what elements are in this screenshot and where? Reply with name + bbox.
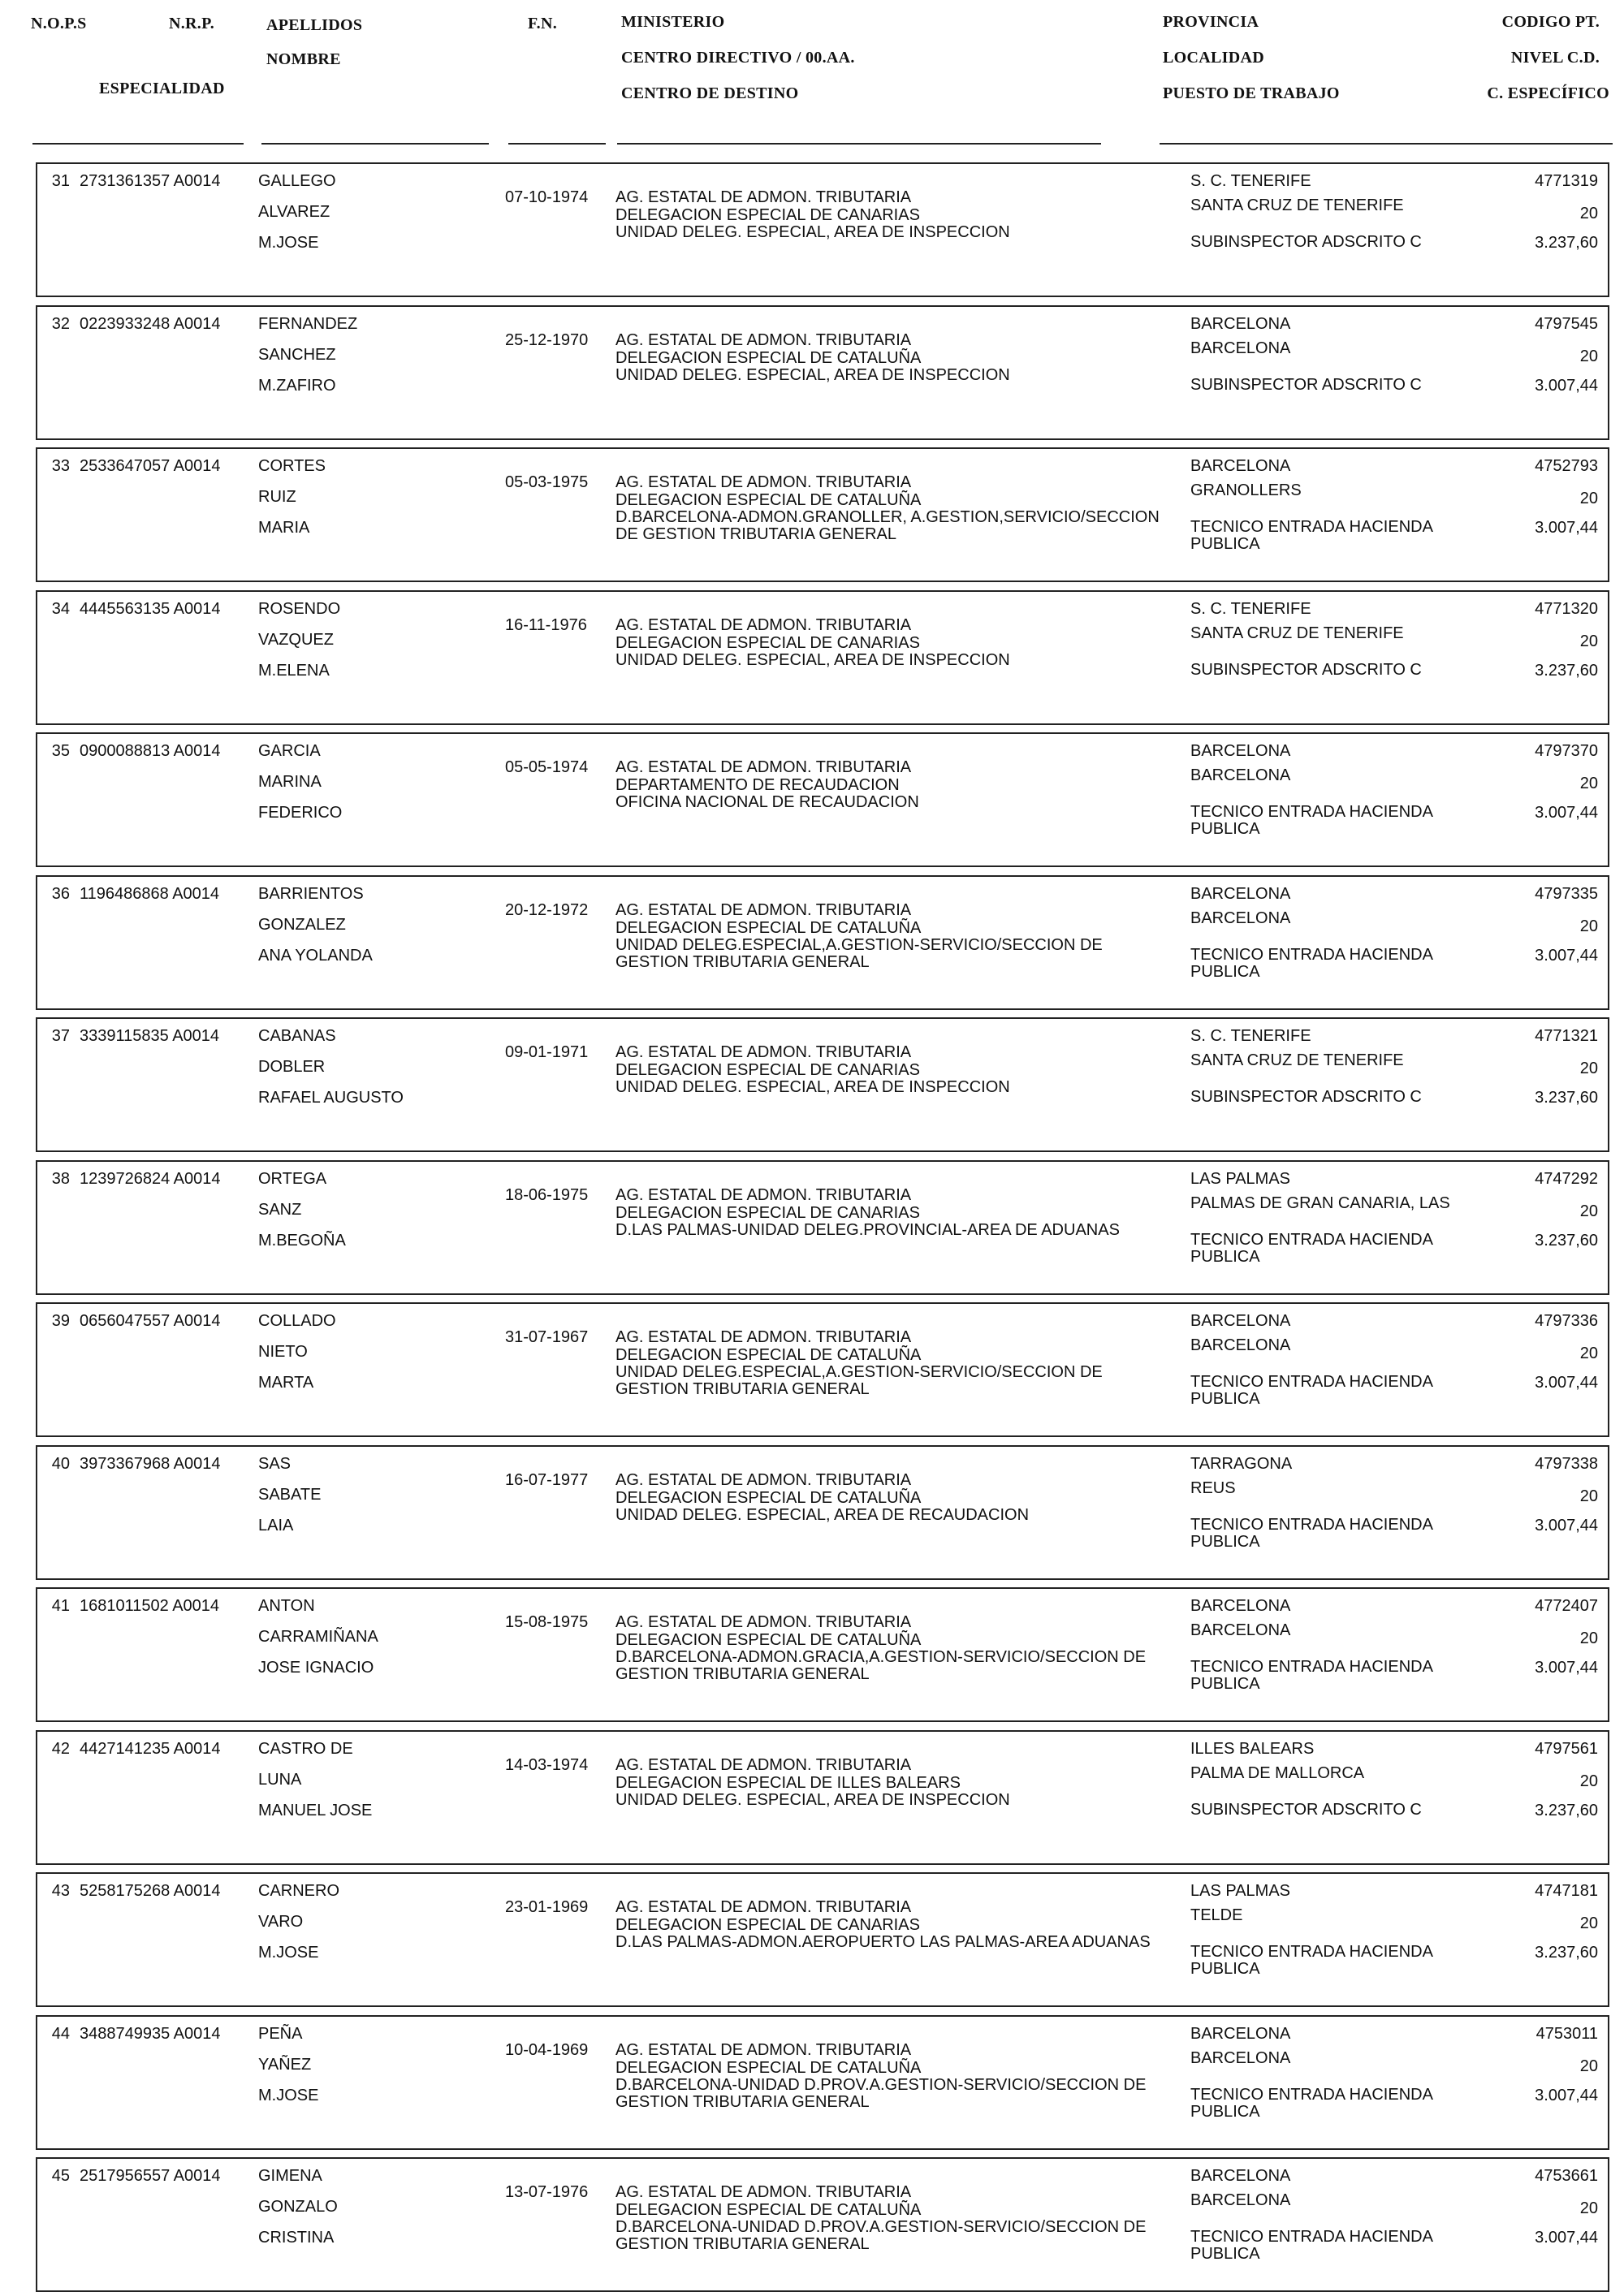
record-codigo: 4797336	[1535, 1312, 1598, 1330]
record-nivel: 20	[1579, 1629, 1598, 1647]
record-especifico: 3.007,44	[1535, 1374, 1598, 1392]
record-centro-destino: D.BARCELONA-UNIDAD D.PROV.A.GESTION-SERVICIO/SECCION DE GESTION TRIBUTARIA GENERAL	[615, 2075, 1147, 2111]
record-localidad: PALMAS DE GRAN CANARIA, LAS	[1190, 1193, 1450, 1212]
record-puesto: TECNICO ENTRADA HACIENDA PUBLICA	[1190, 2085, 1432, 2121]
record-apellido1: CASTRO DE	[258, 1739, 353, 1758]
record-provincia: TARRAGONA	[1190, 1454, 1293, 1473]
record-nops: 38	[51, 1169, 70, 1188]
record-codigo: 4772407	[1535, 1597, 1598, 1615]
record-row	[36, 1017, 1609, 1152]
record-centro-destino: UNIDAD DELEG. ESPECIAL, AREA DE INSPECCION	[615, 650, 1010, 669]
record-codigo: 4797561	[1535, 1739, 1598, 1758]
record-especifico: 3.007,44	[1535, 1659, 1598, 1677]
record-puesto: SUBINSPECTOR ADSCRITO C	[1190, 1800, 1422, 1819]
record-apellido1: FERNANDEZ	[258, 314, 358, 333]
header-provincia: PROVINCIA	[1163, 13, 1259, 31]
record-provincia: BARCELONA	[1190, 1312, 1291, 1330]
record-centro-directivo: DELEGACION ESPECIAL DE CATALUÑA	[615, 1346, 922, 1364]
record-nombre: MARIA	[258, 519, 310, 537]
record-row	[36, 1445, 1609, 1580]
record-apellido2: VAZQUEZ	[258, 630, 334, 649]
record-especifico: 3.007,44	[1535, 376, 1598, 395]
record-centro-destino: D.LAS PALMAS-ADMON.AEROPUERTO LAS PALMAS-AREA ADUANAS	[615, 1933, 1151, 1951]
record-apellido1: CABANAS	[258, 1027, 336, 1045]
record-centro-directivo: DEPARTAMENTO DE RECAUDACION	[615, 776, 900, 794]
record-row	[36, 305, 1609, 440]
record-nops: 37	[51, 1027, 70, 1045]
record-centro-destino: UNIDAD DELEG. ESPECIAL, AREA DE INSPECCION	[615, 1790, 1010, 1809]
record-nrp: 2517956557 A0014	[80, 2167, 221, 2185]
record-ministerio: AG. ESTATAL DE ADMON. TRIBUTARIA	[615, 900, 912, 919]
header-puesto: PUESTO DE TRABAJO	[1163, 84, 1340, 102]
record-nivel: 20	[1579, 490, 1598, 507]
record-fn: 25-12-1970	[505, 330, 589, 349]
record-centro-destino: D.BARCELONA-ADMON.GRANOLLER, A.GESTION,SERVICIO/SECCION DE GESTION TRIBUTARIA GENERAL	[615, 508, 1160, 543]
record-puesto: SUBINSPECTOR ADSCRITO C	[1190, 660, 1422, 679]
record-apellido2: VARO	[258, 1913, 304, 1931]
header-ministerio: MINISTERIO	[621, 13, 725, 31]
record-codigo: 4747181	[1535, 1882, 1598, 1900]
record-nivel: 20	[1579, 1487, 1598, 1505]
record-puesto: TECNICO ENTRADA HACIENDA PUBLICA	[1190, 1515, 1432, 1551]
record-ministerio: AG. ESTATAL DE ADMON. TRIBUTARIA	[615, 188, 912, 206]
record-puesto: TECNICO ENTRADA HACIENDA PUBLICA	[1190, 1230, 1432, 1266]
record-codigo: 4753661	[1535, 2167, 1598, 2185]
record-nombre: M.ZAFIRO	[258, 376, 336, 395]
record-apellido1: CARNERO	[258, 1882, 340, 1900]
record-nrp: 0900088813 A0014	[80, 742, 221, 760]
record-localidad: REUS	[1190, 1478, 1236, 1497]
record-centro-directivo: DELEGACION ESPECIAL DE CANARIAS	[615, 633, 920, 652]
record-nops: 40	[51, 1454, 70, 1473]
record-centro-destino: UNIDAD DELEG. ESPECIAL, AREA DE INSPECCION	[615, 365, 1010, 384]
record-puesto: TECNICO ENTRADA HACIENDA PUBLICA	[1190, 803, 1432, 838]
record-row	[36, 875, 1609, 1010]
record-apellido2: MARINA	[258, 773, 322, 791]
record-provincia: S. C. TENERIFE	[1190, 1027, 1311, 1045]
header-nivel: NIVEL C.D.	[1510, 49, 1600, 67]
record-nops: 41	[51, 1597, 70, 1615]
record-provincia: BARCELONA	[1190, 2024, 1291, 2043]
record-especifico: 3.007,44	[1535, 946, 1598, 965]
record-especifico: 3.237,60	[1535, 661, 1598, 680]
record-nops: 35	[51, 742, 70, 760]
record-nops: 32	[51, 314, 70, 333]
record-centro-directivo: DELEGACION ESPECIAL DE CATALUÑA	[615, 348, 922, 367]
record-especifico: 3.237,60	[1535, 1944, 1598, 1962]
record-codigo: 4797545	[1535, 314, 1598, 333]
record-puesto: TECNICO ENTRADA HACIENDA PUBLICA	[1190, 1658, 1432, 1693]
record-nops: 44	[51, 2024, 70, 2043]
record-nops: 43	[51, 1882, 70, 1900]
record-apellido1: ROSENDO	[258, 599, 341, 618]
record-especifico: 3.007,44	[1535, 804, 1598, 822]
record-apellido2: SANZ	[258, 1200, 302, 1219]
record-ministerio: AG. ESTATAL DE ADMON. TRIBUTARIA	[615, 2183, 912, 2201]
record-apellido1: ANTON	[258, 1597, 315, 1615]
record-ministerio: AG. ESTATAL DE ADMON. TRIBUTARIA	[615, 1613, 912, 1631]
record-localidad: BARCELONA	[1190, 1621, 1291, 1639]
record-row	[36, 1587, 1609, 1722]
record-row	[36, 590, 1609, 725]
record-codigo: 4771319	[1535, 172, 1598, 190]
record-especifico: 3.007,44	[1535, 519, 1598, 537]
record-row	[36, 1160, 1609, 1295]
record-centro-directivo: DELEGACION ESPECIAL DE CATALUÑA	[615, 491, 922, 509]
record-centro-directivo: DELEGACION ESPECIAL DE CATALUÑA	[615, 1631, 922, 1649]
record-nivel: 20	[1579, 917, 1598, 935]
record-apellido1: PEÑA	[258, 2024, 303, 2043]
record-nivel: 20	[1579, 2057, 1598, 2075]
record-centro-directivo: DELEGACION ESPECIAL DE CANARIAS	[615, 1203, 920, 1222]
record-centro-destino: UNIDAD DELEG. ESPECIAL, AREA DE RECAUDACION	[615, 1505, 1030, 1524]
record-centro-destino: OFICINA NACIONAL DE RECAUDACION	[615, 793, 919, 811]
record-centro-directivo: DELEGACION ESPECIAL DE CANARIAS	[615, 1061, 920, 1079]
record-localidad: BARCELONA	[1190, 339, 1291, 357]
record-nivel: 20	[1579, 1914, 1598, 1932]
record-provincia: BARCELONA	[1190, 884, 1291, 903]
record-fn: 05-03-1975	[505, 473, 589, 491]
record-apellido2: YAÑEZ	[258, 2055, 312, 2074]
record-row	[36, 2157, 1609, 2292]
record-ministerio: AG. ESTATAL DE ADMON. TRIBUTARIA	[615, 1470, 912, 1489]
record-nombre: RAFAEL AUGUSTO	[258, 1089, 404, 1107]
record-nrp: 2731361357 A0014	[80, 172, 221, 190]
record-centro-destino: UNIDAD DELEG. ESPECIAL, AREA DE INSPECCION	[615, 1078, 1010, 1096]
record-especifico: 3.007,44	[1535, 2086, 1598, 2104]
record-nivel: 20	[1579, 1772, 1598, 1790]
record-especifico: 3.237,60	[1535, 1231, 1598, 1250]
record-row	[36, 1872, 1609, 2007]
record-fn: 05-05-1974	[505, 758, 589, 776]
record-ministerio: AG. ESTATAL DE ADMON. TRIBUTARIA	[615, 1898, 912, 1916]
record-apellido2: NIETO	[258, 1343, 308, 1361]
record-nombre: M.BEGOÑA	[258, 1231, 346, 1250]
record-codigo: 4797370	[1535, 742, 1598, 760]
record-nombre: M.JOSE	[258, 234, 319, 252]
record-apellido1: GIMENA	[258, 2167, 322, 2185]
record-provincia: S. C. TENERIFE	[1190, 599, 1311, 618]
record-fn: 09-01-1971	[505, 1043, 589, 1061]
record-apellido1: ORTEGA	[258, 1169, 327, 1188]
record-nops: 42	[51, 1739, 70, 1758]
record-localidad: BARCELONA	[1190, 2048, 1291, 2067]
header-codigo: CODIGO PT.	[1501, 13, 1600, 31]
record-nrp: 2533647057 A0014	[80, 457, 221, 475]
record-fn: 13-07-1976	[505, 2183, 589, 2201]
record-ministerio: AG. ESTATAL DE ADMON. TRIBUTARIA	[615, 1043, 912, 1061]
record-centro-directivo: DELEGACION ESPECIAL DE CATALUÑA	[615, 1488, 922, 1507]
record-nombre: FEDERICO	[258, 804, 343, 822]
record-puesto: SUBINSPECTOR ADSCRITO C	[1190, 233, 1422, 251]
record-apellido2: CARRAMIÑANA	[258, 1628, 378, 1646]
record-puesto: TECNICO ENTRADA HACIENDA PUBLICA	[1190, 1943, 1432, 1978]
record-nrp: 1681011502 A0014	[80, 1597, 220, 1615]
record-ministerio: AG. ESTATAL DE ADMON. TRIBUTARIA	[615, 473, 912, 491]
record-nrp: 1196486868 A0014	[80, 884, 220, 903]
record-nrp: 0223933248 A0014	[80, 314, 221, 333]
record-centro-directivo: DELEGACION ESPECIAL DE CATALUÑA	[615, 2201, 922, 2219]
record-nombre: M.JOSE	[258, 1944, 319, 1962]
record-apellido2: GONZALEZ	[258, 915, 346, 934]
record-ministerio: AG. ESTATAL DE ADMON. TRIBUTARIA	[615, 330, 912, 349]
record-centro-destino: UNIDAD DELEG.ESPECIAL,A.GESTION-SERVICIO/SECCION DE GESTION TRIBUTARIA GENERAL	[615, 1363, 1103, 1398]
record-nivel: 20	[1579, 2199, 1598, 2217]
record-nombre: MANUEL JOSE	[258, 1801, 373, 1819]
record-nombre: MARTA	[258, 1374, 314, 1392]
record-nivel: 20	[1579, 347, 1598, 365]
record-nivel: 20	[1579, 205, 1598, 222]
record-apellido1: COLLADO	[258, 1312, 336, 1330]
record-apellido1: SAS	[258, 1454, 292, 1473]
record-codigo: 4771321	[1535, 1027, 1598, 1045]
record-provincia: LAS PALMAS	[1190, 1169, 1291, 1188]
record-fn: 23-01-1969	[505, 1898, 589, 1916]
record-puesto: TECNICO ENTRADA HACIENDA PUBLICA	[1190, 2228, 1432, 2263]
header-nops: N.O.P.S	[31, 15, 87, 32]
record-fn: 16-07-1977	[505, 1470, 589, 1489]
header-nombre: NOMBRE	[266, 50, 341, 68]
record-nops: 33	[51, 457, 70, 475]
record-fn: 10-04-1969	[505, 2040, 589, 2059]
record-nrp: 4427141235 A0014	[80, 1739, 221, 1758]
record-nombre: M.ELENA	[258, 661, 330, 680]
record-localidad: BARCELONA	[1190, 909, 1291, 927]
record-codigo: 4797338	[1535, 1454, 1598, 1473]
record-codigo: 4797335	[1535, 884, 1598, 903]
record-localidad: SANTA CRUZ DE TENERIFE	[1190, 196, 1404, 214]
record-apellido1: CORTES	[258, 457, 326, 475]
record-apellido2: LUNA	[258, 1770, 302, 1789]
record-localidad: PALMA DE MALLORCA	[1190, 1763, 1365, 1782]
record-fn: 31-07-1967	[505, 1328, 589, 1346]
record-centro-directivo: DELEGACION ESPECIAL DE ILLES BALEARS	[615, 1773, 961, 1792]
record-provincia: S. C. TENERIFE	[1190, 172, 1311, 190]
header-centro-directivo: CENTRO DIRECTIVO / 00.AA.	[621, 49, 855, 67]
record-puesto: SUBINSPECTOR ADSCRITO C	[1190, 375, 1422, 394]
record-provincia: BARCELONA	[1190, 457, 1291, 475]
record-nrp: 3339115835 A0014	[80, 1027, 220, 1045]
record-apellido2: DOBLER	[258, 1058, 326, 1076]
record-especifico: 3.237,60	[1535, 1801, 1598, 1819]
header-fn: F.N.	[528, 15, 558, 32]
record-fn: 15-08-1975	[505, 1613, 589, 1631]
record-ministerio: AG. ESTATAL DE ADMON. TRIBUTARIA	[615, 2040, 912, 2059]
record-nops: 45	[51, 2167, 70, 2185]
record-nombre: CRISTINA	[258, 2229, 335, 2247]
record-ministerio: AG. ESTATAL DE ADMON. TRIBUTARIA	[615, 1185, 912, 1204]
record-nivel: 20	[1579, 1202, 1598, 1220]
record-localidad: TELDE	[1190, 1906, 1243, 1924]
record-nombre: JOSE IGNACIO	[258, 1659, 374, 1677]
record-fn: 07-10-1974	[505, 188, 589, 206]
record-localidad: SANTA CRUZ DE TENERIFE	[1190, 1051, 1404, 1069]
record-apellido2: GONZALO	[258, 2198, 338, 2216]
record-row	[36, 1730, 1609, 1865]
record-nrp: 3488749935 A0014	[80, 2024, 221, 2043]
record-ministerio: AG. ESTATAL DE ADMON. TRIBUTARIA	[615, 758, 912, 776]
record-nrp: 1239726824 A0014	[80, 1169, 221, 1188]
record-centro-destino: UNIDAD DELEG.ESPECIAL,A.GESTION-SERVICIO/SECCION DE GESTION TRIBUTARIA GENERAL	[615, 935, 1103, 971]
record-fn: 14-03-1974	[505, 1755, 589, 1774]
record-puesto: TECNICO ENTRADA HACIENDA PUBLICA	[1190, 518, 1432, 553]
record-centro-directivo: DELEGACION ESPECIAL DE CATALUÑA	[615, 2058, 922, 2077]
record-especifico: 3.237,60	[1535, 234, 1598, 252]
record-nrp: 0656047557 A0014	[80, 1312, 221, 1330]
record-codigo: 4753011	[1535, 2024, 1598, 2043]
record-centro-destino: D.LAS PALMAS-UNIDAD DELEG.PROVINCIAL-AREA DE ADUANAS	[615, 1220, 1120, 1239]
record-provincia: BARCELONA	[1190, 314, 1291, 333]
record-provincia: LAS PALMAS	[1190, 1882, 1291, 1900]
record-provincia: BARCELONA	[1190, 2167, 1291, 2185]
record-centro-directivo: DELEGACION ESPECIAL DE CATALUÑA	[615, 918, 922, 937]
record-apellido2: RUIZ	[258, 488, 296, 506]
record-centro-directivo: DELEGACION ESPECIAL DE CANARIAS	[615, 1916, 920, 1934]
record-nops: 34	[51, 599, 70, 618]
record-nombre: ANA YOLANDA	[258, 946, 373, 965]
record-apellido2: SANCHEZ	[258, 345, 336, 364]
record-localidad: GRANOLLERS	[1190, 481, 1302, 499]
record-centro-destino: D.BARCELONA-UNIDAD D.PROV.A.GESTION-SERVICIO/SECCION DE GESTION TRIBUTARIA GENERAL	[615, 2218, 1147, 2253]
record-centro-destino: UNIDAD DELEG. ESPECIAL, AREA DE INSPECCION	[615, 223, 1010, 241]
header-localidad: LOCALIDAD	[1163, 49, 1264, 67]
record-apellido1: GARCIA	[258, 742, 321, 760]
record-apellido1: GALLEGO	[258, 172, 336, 190]
record-nops: 39	[51, 1312, 70, 1330]
record-nivel: 20	[1579, 632, 1598, 650]
record-nombre: LAIA	[258, 1516, 294, 1534]
record-row	[36, 732, 1609, 867]
header-nrp: N.R.P.	[169, 15, 215, 32]
record-localidad: BARCELONA	[1190, 766, 1291, 784]
record-nivel: 20	[1579, 775, 1598, 792]
record-puesto: TECNICO ENTRADA HACIENDA PUBLICA	[1190, 945, 1432, 981]
record-nivel: 20	[1579, 1060, 1598, 1077]
record-centro-directivo: DELEGACION ESPECIAL DE CANARIAS	[615, 206, 920, 224]
header-especifico: C. ESPECÍFICO	[1487, 84, 1609, 102]
record-centro-destino: D.BARCELONA-ADMON.GRACIA,A.GESTION-SERVICIO/SECCION DE GESTION TRIBUTARIA GENERAL	[615, 1648, 1147, 1683]
record-row	[36, 2015, 1609, 2150]
record-nrp: 4445563135 A0014	[80, 599, 221, 618]
record-apellido1: BARRIENTOS	[258, 884, 364, 903]
record-localidad: BARCELONA	[1190, 1336, 1291, 1354]
record-ministerio: AG. ESTATAL DE ADMON. TRIBUTARIA	[615, 1328, 912, 1346]
record-ministerio: AG. ESTATAL DE ADMON. TRIBUTARIA	[615, 615, 912, 634]
header-centro-destino: CENTRO DE DESTINO	[621, 84, 799, 102]
record-apellido2: ALVAREZ	[258, 203, 330, 221]
header-apellidos: APELLIDOS	[266, 16, 363, 34]
header-especialidad: ESPECIALIDAD	[99, 80, 225, 97]
record-provincia: ILLES BALEARS	[1190, 1739, 1315, 1758]
record-row	[36, 162, 1609, 297]
record-puesto: TECNICO ENTRADA HACIENDA PUBLICA	[1190, 1373, 1432, 1408]
record-localidad: BARCELONA	[1190, 2191, 1291, 2209]
record-localidad: SANTA CRUZ DE TENERIFE	[1190, 624, 1404, 642]
record-fn: 18-06-1975	[505, 1185, 589, 1204]
record-nivel: 20	[1579, 1345, 1598, 1362]
record-codigo: 4752793	[1535, 457, 1598, 475]
record-nombre: M.JOSE	[258, 2086, 319, 2104]
record-row	[36, 1302, 1609, 1437]
record-row	[36, 447, 1609, 582]
record-nops: 31	[51, 172, 70, 190]
record-especifico: 3.007,44	[1535, 2229, 1598, 2247]
record-apellido2: SABATE	[258, 1485, 322, 1504]
record-fn: 16-11-1976	[505, 615, 587, 634]
record-ministerio: AG. ESTATAL DE ADMON. TRIBUTARIA	[615, 1755, 912, 1774]
record-codigo: 4747292	[1535, 1169, 1598, 1188]
record-nrp: 5258175268 A0014	[80, 1882, 221, 1900]
record-puesto: SUBINSPECTOR ADSCRITO C	[1190, 1088, 1422, 1106]
record-especifico: 3.007,44	[1535, 1516, 1598, 1534]
record-nops: 36	[51, 884, 70, 903]
record-fn: 20-12-1972	[505, 900, 589, 919]
record-especifico: 3.237,60	[1535, 1089, 1598, 1107]
record-provincia: BARCELONA	[1190, 742, 1291, 760]
record-provincia: BARCELONA	[1190, 1597, 1291, 1615]
record-codigo: 4771320	[1535, 599, 1598, 618]
record-nrp: 3973367968 A0014	[80, 1454, 221, 1473]
